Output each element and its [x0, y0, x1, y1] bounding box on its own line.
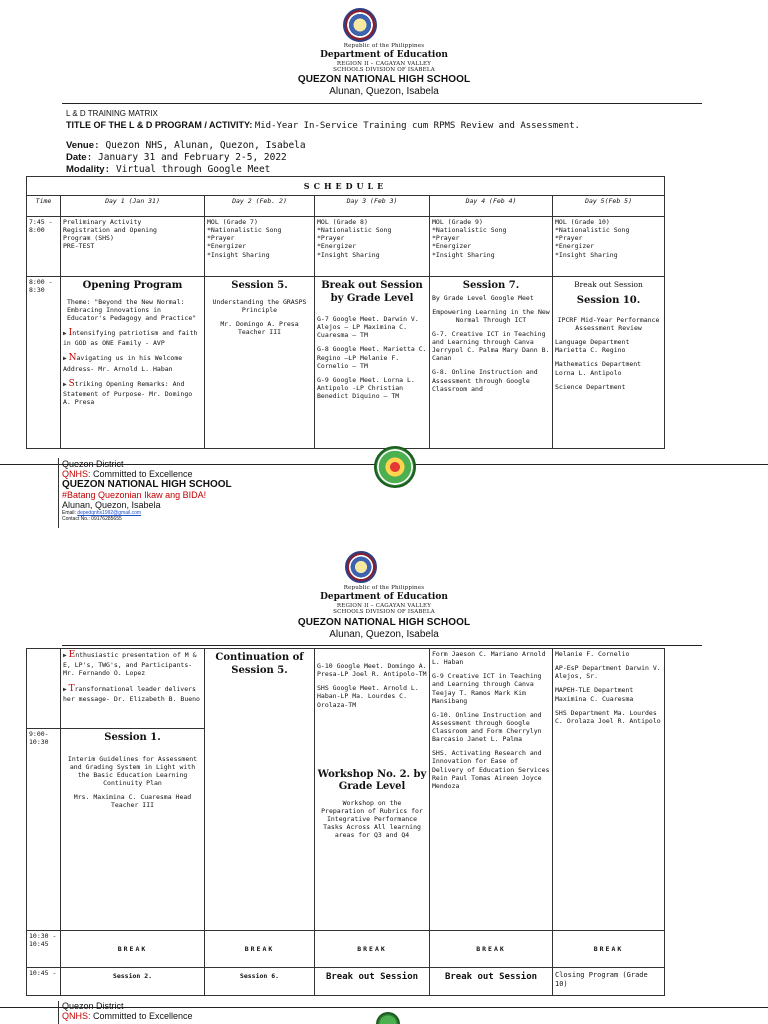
republic-label: Republic of the Philippines — [343, 585, 425, 591]
opening-bullet — [63, 650, 202, 678]
bullet-text: ransformational leader delivers her message- Dr. Elizabeth B. Bueno — [63, 684, 200, 703]
session5-topic: Understanding the GRASPS Principle — [212, 297, 307, 314]
program-title — [66, 120, 706, 131]
school-address: Alunan, Quezon, Isabela — [329, 629, 439, 640]
footer-hashtag: #Batang Quezonian Ikaw ang BIDA! — [62, 490, 207, 500]
g8-online: G-8. Online Instruction and Assessment through Google Classroom and — [432, 368, 538, 393]
ap-esp-dept: AP-EsP Department Darwin V. Alejos, Sr. — [555, 664, 661, 681]
row2-day1 — [61, 277, 205, 449]
science-dept-person: Melanie F. Cornelio — [555, 650, 630, 658]
row1-day2-line: *Nationalistic Song — [207, 226, 282, 235]
date-value: : January 31 and February 2-5, 2022 — [86, 152, 287, 163]
bullet-text: nthusiastic presentation of M & E, LP's, TWG's, and Participants- Mr. Fernando O. Lopez — [63, 651, 197, 678]
footer-tagline — [62, 469, 232, 479]
row1-day3 — [315, 217, 430, 277]
department-label: Department of Education — [320, 592, 448, 602]
schedule-table-page2 — [26, 648, 665, 996]
rowab-day2 — [205, 649, 315, 931]
session7-topic: Empowering Learning in the New Normal Through ICT — [432, 307, 550, 324]
row2-day5 — [553, 277, 665, 449]
opening-bullet — [63, 353, 202, 372]
row1-day2-line: MOL (Grade 7) — [207, 218, 258, 226]
email-label: Email: — [62, 510, 76, 516]
program-title-value: Mid-Year In-Service Training cum RPMS Review and Assessment. — [254, 121, 580, 131]
science-dept: Science Department — [555, 382, 626, 391]
g9-meet: G-9 Google Meet. Lorna L. Antipolo -LP Christian Benedict Diquino – TM — [317, 375, 415, 400]
break-cell: BREAK — [205, 931, 315, 968]
program-title-label: TITLE OF THE L & D PROGRAM / ACTIVITY: — [66, 120, 253, 130]
breakout-sub: Break out Session — [574, 280, 643, 289]
breakout-title: Break out Session — [430, 968, 553, 996]
footer-address: Alunan, Quezon, Isabela — [62, 500, 161, 510]
footer-district: Quezon District — [62, 459, 124, 469]
shs-dept: SHS Department Ma. Lourdes C. Orolaza Joel R. Antipolo — [555, 708, 661, 725]
row1-day5-line: *Energizer — [555, 242, 595, 251]
row2-day3 — [315, 277, 430, 449]
modality-value: : Virtual through Google Meet — [104, 164, 271, 175]
schedule-heading: SCHEDULE — [27, 177, 665, 196]
row1-time: 7:45 - 8:00 — [27, 217, 61, 277]
closing-program: Closing Program (Grade 10) — [553, 968, 665, 996]
venue-label: Venue — [66, 140, 94, 151]
language-dept: Language Department Marietta C. Regino — [555, 338, 630, 355]
col-day1: Day 1 (Jan 31) — [61, 196, 205, 217]
g7-meet: G-7 Google Meet. Darwin V. Alejos – LP Maximina C. Cuaresma – TM — [317, 315, 419, 340]
row1-day1 — [61, 217, 205, 277]
row1-day4-line: *Nationalistic Song — [432, 226, 507, 235]
footer-block — [62, 459, 232, 522]
drop-letter: I — [68, 327, 73, 338]
row1-day4 — [430, 217, 553, 277]
row1-day3-line: *Nationalistic Song — [317, 226, 392, 235]
row1-day5-line: *Nationalistic Song — [555, 226, 630, 235]
row1-day4-line: *Insight Sharing — [432, 250, 495, 259]
break-time: 10:30 - 10:45 — [27, 931, 61, 968]
email-link[interactable]: depedqnhs1992@gmail.com — [77, 510, 142, 516]
opening-bullet — [63, 684, 202, 703]
col-day5: Day 5(Feb 5) — [553, 196, 665, 217]
school-name: QUEZON NATIONAL HIGH SCHOOL — [297, 617, 471, 628]
row1-day2 — [205, 217, 315, 277]
rowab-day5 — [553, 649, 665, 931]
session5-title: Session 5. — [231, 280, 288, 291]
rowa-time — [27, 649, 61, 729]
school-name: QUEZON NATIONAL HIGH SCHOOL — [297, 74, 471, 85]
session5-speaker: Mr. Domingo A. Presa Teacher III — [220, 319, 299, 336]
republic-label: Republic of the Philippines — [343, 43, 425, 49]
break-cell: BREAK — [315, 931, 430, 968]
tagline-prefix: QNHS: — [62, 1011, 91, 1021]
rowab-day4 — [430, 649, 553, 931]
session7-sub: By Grade Level Google Meet — [432, 293, 534, 302]
drop-letter: N — [68, 353, 77, 364]
modality-label: Modality — [66, 164, 105, 175]
row1-day1-line: Program (SHS) — [63, 234, 114, 243]
footer-tagline — [62, 1011, 193, 1021]
row1-day1-line: Registration and Opening — [63, 226, 157, 235]
session1-topic: Interim Guidelines for Assessment and Grading System in Light with the Basic Education Learning Continuity Plan — [67, 754, 198, 787]
col-day2: Day 2 (Feb. 2) — [205, 196, 315, 217]
row1-day3-line: *Prayer — [317, 234, 345, 243]
row2-day4 — [430, 277, 553, 449]
g8-meet: G-8 Google Meet. Marietta C. Regino –LP Melanie F. Cornelio – TM — [317, 345, 427, 370]
footer-divider — [58, 1001, 59, 1024]
shs-meet: SHS Google Meet. Arnold L. Haban-LP Ma. Lourdes C. Orolaza-TM — [317, 684, 419, 709]
row1-day2-line: *Insight Sharing — [207, 250, 270, 259]
footer-contact: Contact No.: 09176285655 — [62, 516, 122, 522]
row1-day4-line: *Energizer — [432, 242, 472, 251]
division-label: SCHOOLS DIVISION OF ISABELA — [333, 67, 435, 73]
row1-day3-line: *Energizer — [317, 242, 357, 251]
breakout-title: Break out Session by Grade Level — [321, 280, 423, 304]
footer-school: QUEZON NATIONAL HIGH SCHOOL — [62, 479, 232, 490]
header-rule — [62, 645, 702, 646]
drop-letter: S — [68, 378, 75, 389]
tagline-text: Committed to Excellence — [90, 469, 193, 479]
row2-day2 — [205, 277, 315, 449]
row1-day1-line: Preliminary Activity — [63, 218, 142, 226]
row1-day4-line: MOL (Grade 9) — [432, 218, 483, 226]
row1-day5-line: *Insight Sharing — [555, 250, 618, 259]
workshop2-topic: Workshop on the Preparation of Rubrics for Integrative Performance Tasks Across All learning areas for Q3 and Q4 — [321, 798, 423, 840]
rowb-day1 — [61, 729, 205, 931]
opening-program-title: Opening Program — [82, 280, 183, 291]
row2-time: 8:00 - 8:30 — [27, 277, 61, 449]
session6-title: Session 6. — [205, 968, 315, 996]
col-time: Time — [27, 196, 61, 217]
g10-meet: G-10 Google Meet. Domingo A. Presa-LP Joel R. Antipolo-TM — [317, 662, 427, 679]
deped-seal — [343, 8, 377, 42]
header-rule — [62, 103, 702, 104]
opening-theme: Theme: "Beyond the New Normal: Embracing Innovations in Educator's Pedagogy and Practice" — [67, 297, 197, 322]
breakout-title: Break out Session — [315, 968, 430, 996]
g7-ict: G-7. Creative ICT in Teaching and Learning through Canva Jerrypol C. Palma Mary Dann B. Canan — [432, 329, 550, 363]
g8-continued: Form Jaeson C. Mariano Arnold L. Haban — [432, 650, 546, 667]
row1-day1-line: PRE-TEST — [63, 242, 95, 251]
row1-day5 — [553, 217, 665, 277]
rowc-time: 10:45 - — [27, 968, 61, 996]
school-address: Alunan, Quezon, Isabela — [329, 86, 439, 97]
venue-line — [66, 140, 306, 151]
school-logo — [374, 446, 416, 488]
tagline-text: Committed to Excellence — [90, 1011, 193, 1021]
schedule-table-page1 — [26, 176, 665, 449]
g10-online: G-10. Online Instruction and Assessment through Google Classroom and Form Cherrylyn Barcasio Janet L. Palma — [432, 710, 542, 744]
math-dept: Mathematics Department Lorna L. Antipolo — [555, 360, 642, 377]
break-cell: BREAK — [553, 931, 665, 968]
footer-divider — [58, 458, 59, 528]
session1-speaker: Mrs. Maximina C. Cuaresma Head Teacher III — [73, 793, 192, 810]
bullet-text: triking Opening Remarks: And Statement of Purpose- Mr. Domingo A. Presa — [63, 379, 193, 406]
opening-bullet — [63, 328, 202, 347]
bullet-text: ntensifying patriotism and faith in GOD as ONE Family - AVP — [63, 328, 198, 348]
session10-topic: IPCRF Mid-Year Performance Assessment Review — [557, 315, 660, 332]
col-day4: Day 4 (Feb 4) — [430, 196, 553, 217]
region-label: REGION II – CAGAYAN VALLEY — [336, 603, 432, 609]
venue-value: : Quezon NHS, Alunan, Quezon, Isabela — [94, 140, 306, 151]
row1-day5-line: *Prayer — [555, 234, 583, 243]
session7-title: Session 7. — [462, 280, 520, 291]
footer-block — [62, 1001, 193, 1021]
workshop2-title: Workshop No. 2. by Grade Level — [317, 768, 427, 793]
row1-day4-line: *Prayer — [432, 234, 460, 243]
continuation-session5: Continuation of Session 5. — [215, 652, 304, 676]
session10-title: Session 10. — [576, 295, 641, 307]
school-logo — [376, 1012, 400, 1024]
session2-title: Session 2. — [61, 968, 205, 996]
drop-letter: E — [68, 650, 76, 660]
modality-line — [66, 164, 270, 175]
tagline-prefix: QNHS: — [62, 469, 91, 479]
row1-day3-line: *Insight Sharing — [317, 250, 380, 259]
break-cell: BREAK — [61, 931, 205, 968]
date-label: Date — [66, 152, 87, 163]
matrix-label: L & D TRAINING MATRIX — [66, 109, 158, 118]
drop-letter: T — [68, 683, 75, 694]
rowa-day1 — [61, 649, 205, 729]
rowab-day3 — [315, 649, 430, 931]
col-day3: Day 3 (Feb 3) — [315, 196, 430, 217]
date-line — [66, 152, 287, 163]
rowb-time: 9:00- 10:30 — [27, 729, 61, 931]
session1-title: Session 1. — [104, 732, 161, 743]
break-cell: BREAK — [430, 931, 553, 968]
g9-ict: G-9 Creative ICT in Teaching and Learning through Canva Teejay T. Ramos Mark Kim Mansibang — [432, 672, 542, 705]
opening-bullet — [63, 379, 202, 407]
row1-day2-line: *Prayer — [207, 234, 235, 243]
row1-day3-line: MOL (Grade 8) — [317, 218, 368, 226]
region-label: REGION II – CAGAYAN VALLEY — [336, 61, 432, 67]
footer-district: Quezon District — [62, 1001, 124, 1011]
shs-research: SHS. Activating Research and Innovation for Ease of Delivery of Education Services Rein Paul Tomas Aireen Joyce Mendoza — [432, 749, 550, 790]
mapeh-tle-dept: MAPEH-TLE Department Maximina C. Cuaresma — [555, 686, 634, 703]
bullet-text: avigating us in his Welcome Address- Mr. Arnold L. Haban — [63, 354, 183, 373]
division-label: SCHOOLS DIVISION OF ISABELA — [333, 609, 435, 615]
deped-seal — [345, 551, 377, 583]
row1-day2-line: *Energizer — [207, 242, 247, 251]
department-label: Department of Education — [320, 50, 448, 60]
row1-day5-line: MOL (Grade 10) — [555, 218, 610, 226]
